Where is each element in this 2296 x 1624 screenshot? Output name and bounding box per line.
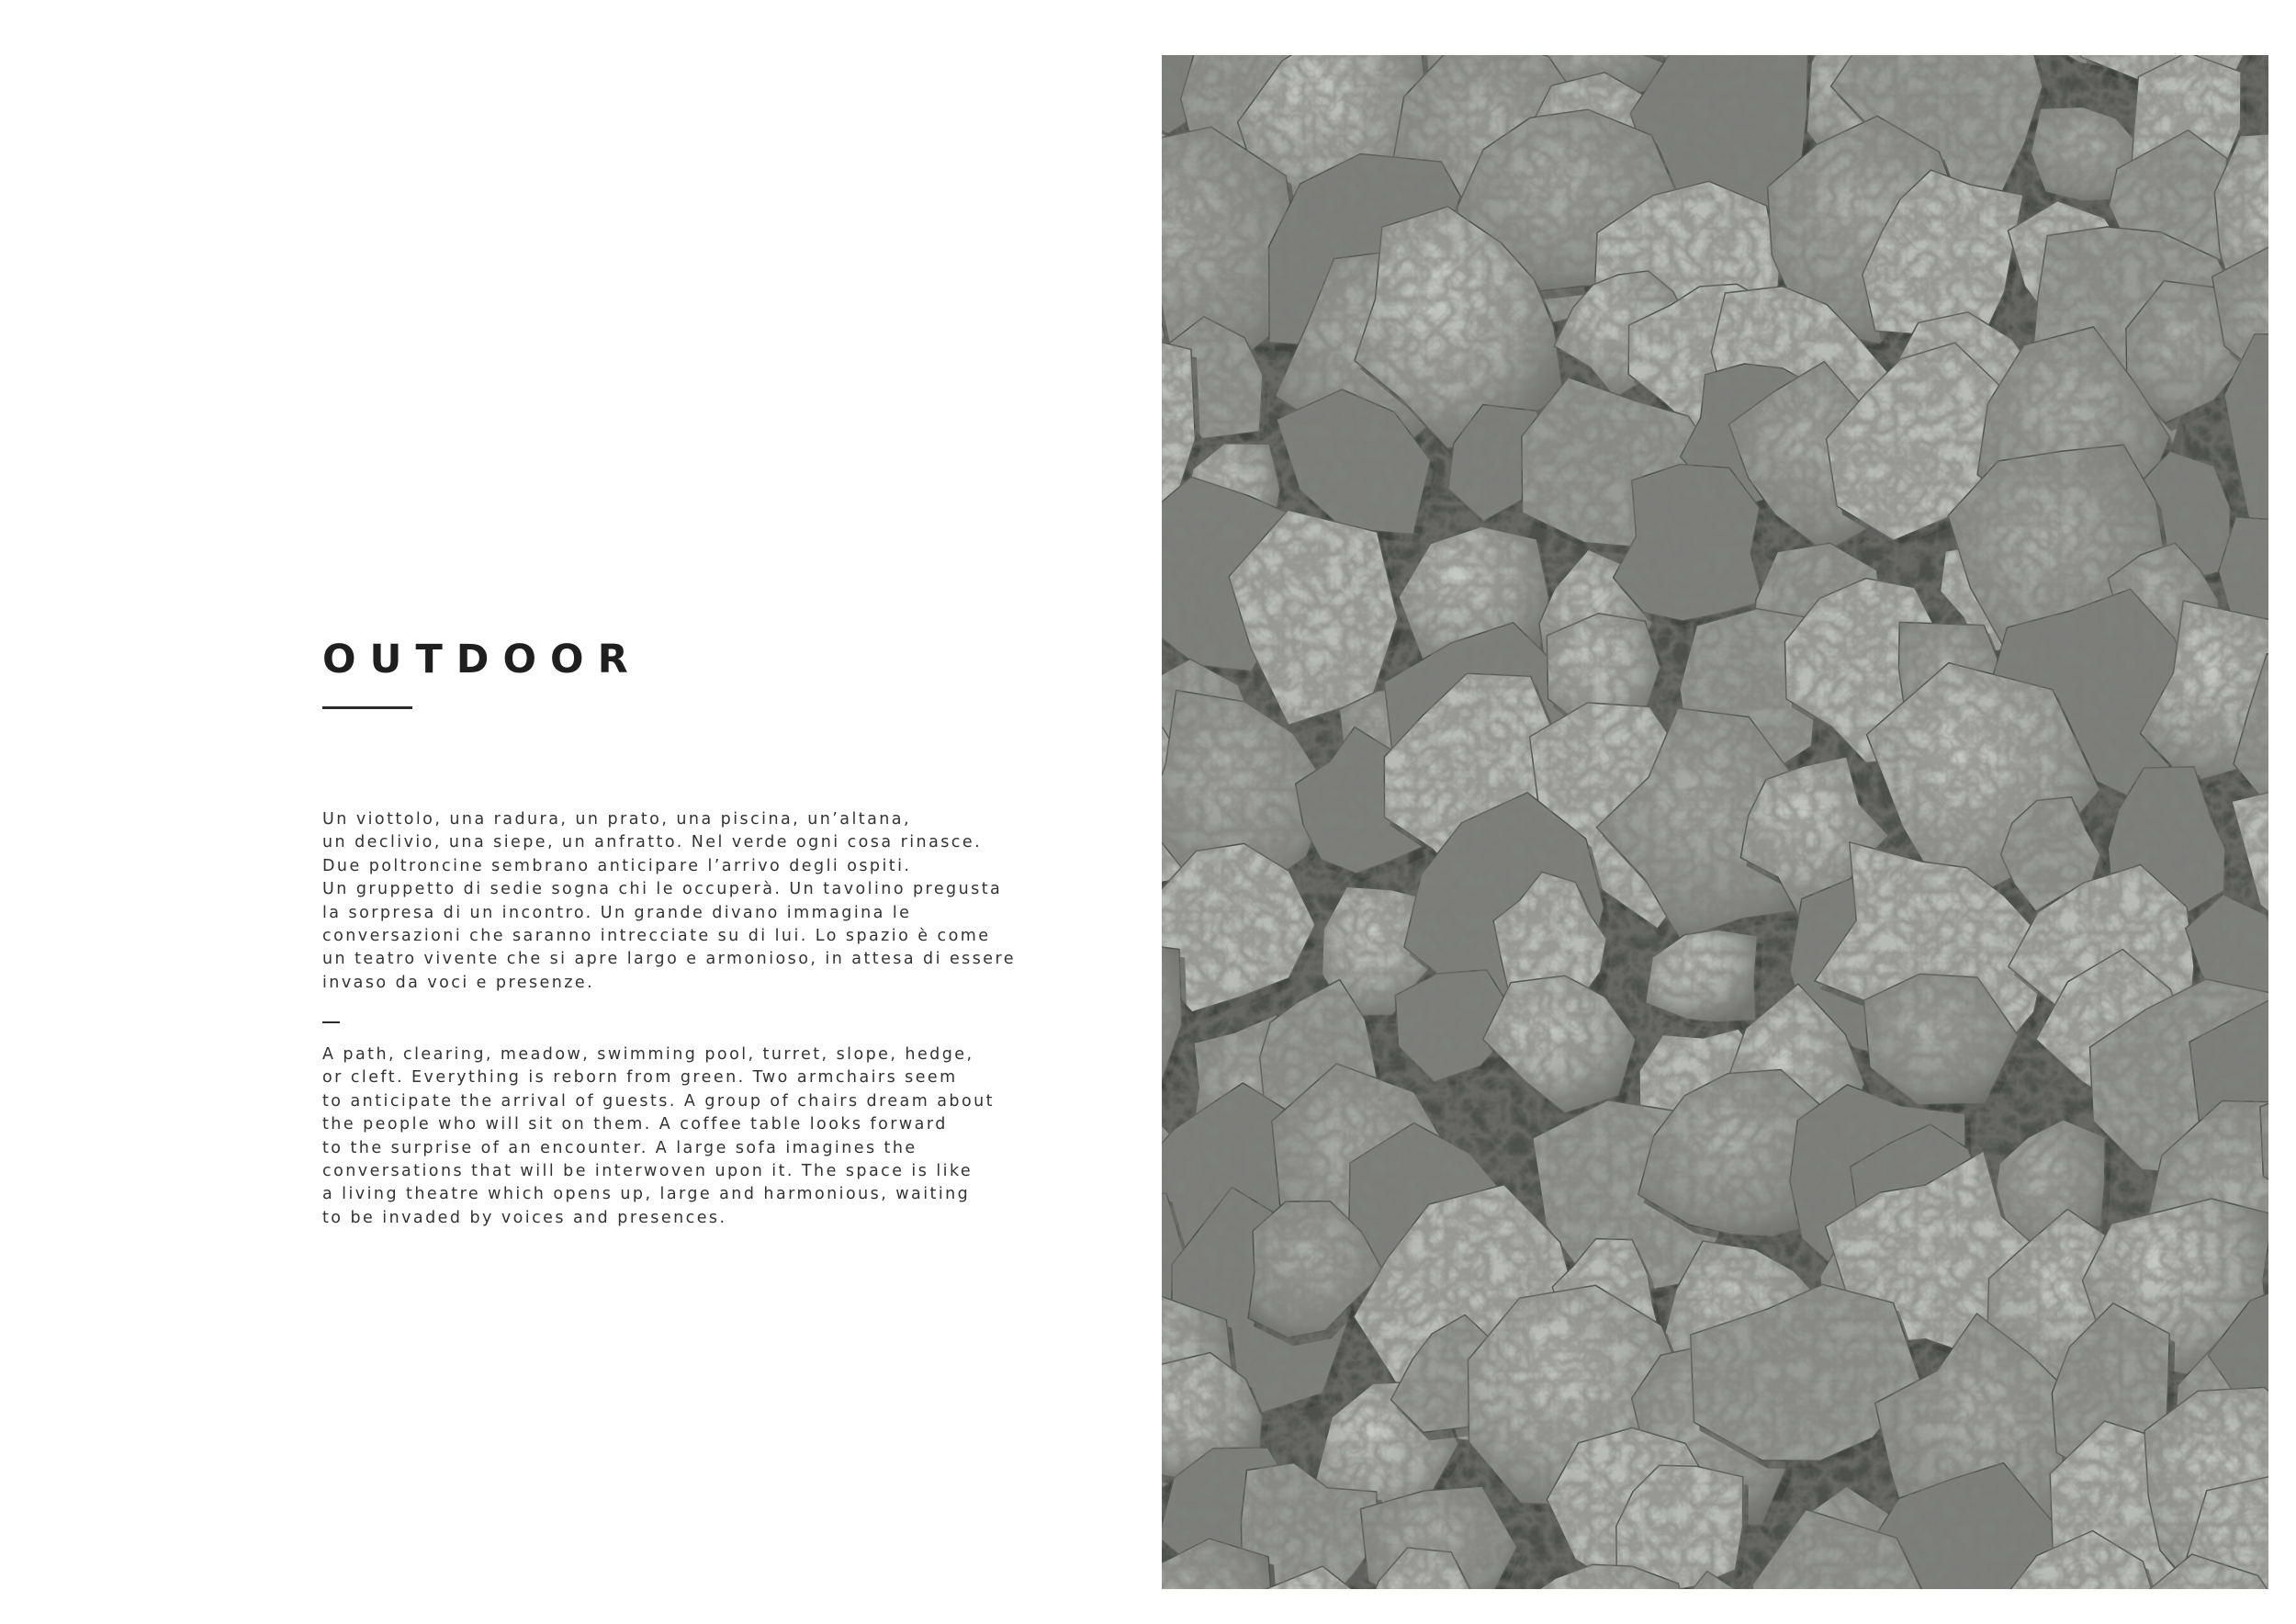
porous-texture-overlay: [1162, 55, 2268, 1589]
body-line: un teatro vivente che si apre largo e armonioso, in attesa di essere: [322, 950, 1016, 969]
body-line: invaso da voci e presenze.: [322, 973, 595, 992]
body-line: A path, clearing, meadow, swimming pool, turret, slope, hedge,: [322, 1045, 974, 1064]
body-text-english: [322, 1043, 1020, 1230]
body-line: Due poltroncine sembrano anticipare l’arrivo degli ospiti.: [322, 856, 912, 875]
body-line: Un gruppetto di sedie sogna chi le occuperà. Un tavolino pregusta: [322, 880, 1003, 899]
stone-texture-image: [1162, 55, 2268, 1589]
body-text-italian: [322, 808, 1020, 995]
body-line: conversazioni che saranno intrecciate su di lui. Lo spazio è come: [322, 927, 991, 946]
body-line: the people who will sit on them. A coffee table looks forward: [322, 1115, 948, 1134]
title-block: [322, 634, 1002, 709]
body-line: la sorpresa di un incontro. Un grande divano immagina le: [322, 903, 912, 922]
body-line: un declivio, una siepe, un anfratto. Nel verde ogni cosa rinasce.: [322, 833, 983, 852]
body-line: Un viottolo, una radura, un prato, una piscina, un’altana,: [322, 810, 911, 829]
body-line: a living theatre which opens up, large and harmonious, waiting: [322, 1185, 971, 1204]
body-line: or cleft. Everything is reborn from green. Two armchairs seem: [322, 1068, 958, 1088]
title-underline: [322, 706, 412, 709]
body-line: to be invaded by voices and presences.: [322, 1208, 727, 1227]
body-line: to the surprise of an encounter. A large sofa imagines the: [322, 1138, 917, 1157]
language-separator-dash: [322, 1021, 340, 1023]
page-title: OUTDOOR: [322, 637, 642, 682]
body-line: conversations that will be interwoven upon it. The space is like: [322, 1162, 974, 1181]
stone-texture-photo: [1162, 55, 2268, 1589]
body-line: to anticipate the arrival of guests. A group of chairs dream about: [322, 1091, 995, 1111]
